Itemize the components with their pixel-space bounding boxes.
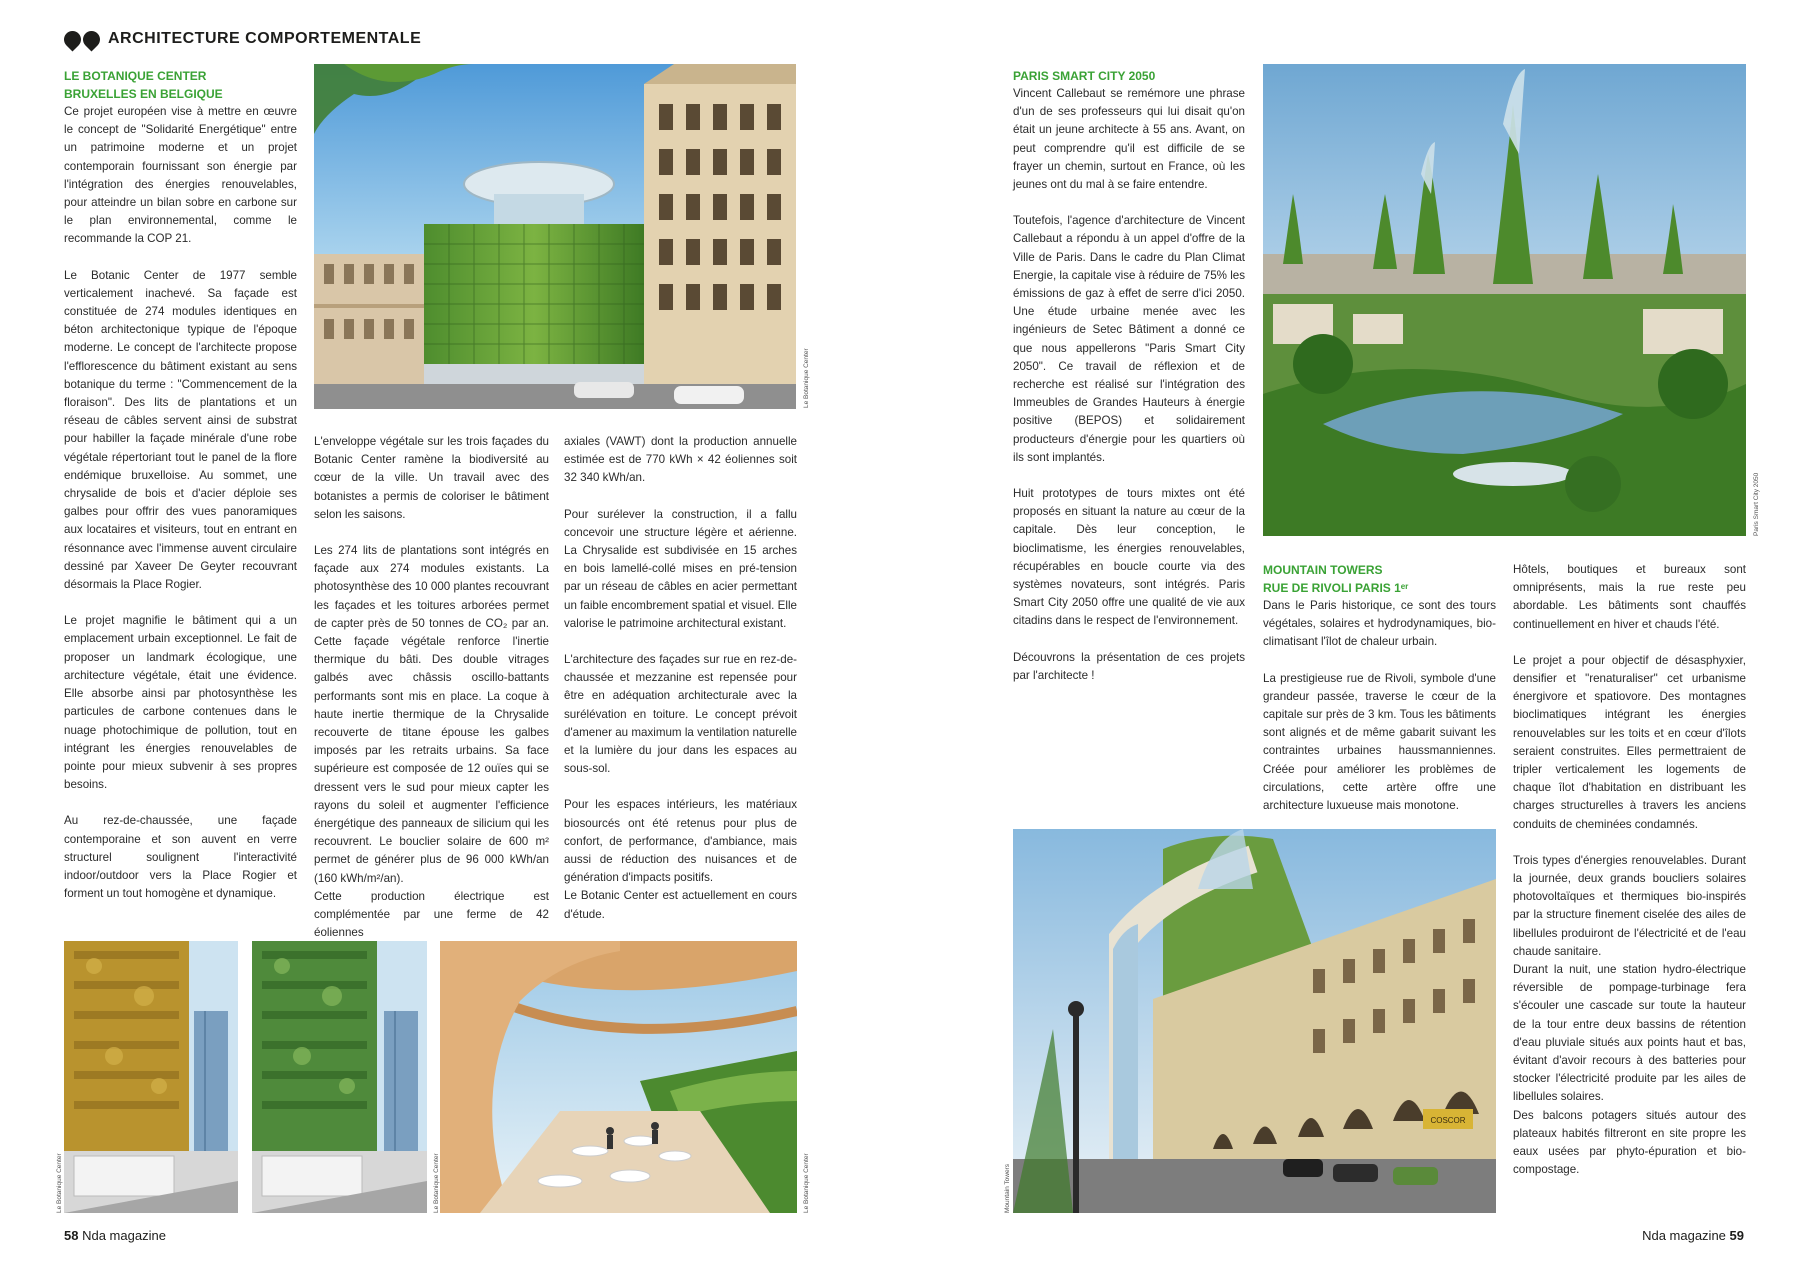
paragraph: Pour surélever la construction, il a fallu concevoir une structure légère et aérienne. La Chrysalide est subdivisée en 15 arches en bois lamellé-collé mises en pré-tension par un réseau de câbles en acier permettant un faible encombrement spatial et visuel. Elle valorise le patrimoine architectural existant. (564, 507, 797, 630)
botanique-heading: LE BOTANIQUE CENTER BRUXELLES EN BELGIQUE (64, 69, 223, 101)
photo-credit: Le Botanique Center (56, 1153, 63, 1213)
paragraph: Vincent Callebaut se remémore une phrase d'un de ses professeurs qui lui disait qu'on était un jeune architecte à 55 ans. Avant, on peut comprendre qu'il est difficile de se frayer un chemin, surtout en France, où les jeunes ont du mal à se faire entendre. (1013, 87, 1245, 192)
paragraph: Les 274 lits de plantations sont intégrés en façade aux 274 modules existants. La photosynthèse des 10 000 plantes recouvrant les façades et les toitures arborées permet de capter près de 50 tonnes de CO₂ par an. Cette façade végétale renforce l'inertie thermique du bâti. Des double vitrages galbés avec châssis oscillo-battants performants sont mis en place. La coque à haute inertie thermique de la Chrysalide recouverte de titane épouse les galbes imposés par les retraits urbains. Sa face supérieure est composée de 12 ouïes qui se dressent vers le sud pour mieux capter les rayons du soleil et augmenter l'efficience énergétique des panneaux de silicium qui les recouvrent. Le bouclier solaire de 600 m² permet de générer plus de 96 000 kWh/an (160 kWh/m²/an). (314, 544, 549, 885)
left-column-3 (564, 433, 797, 924)
paragraph: Découvrons la présentation de ces projets par l'architecte ! (1013, 650, 1245, 682)
botanique-autumn-photo (64, 941, 238, 1213)
page-footer-left: 58 Nda magazine (64, 1228, 166, 1243)
right-column-3 (1513, 561, 1746, 1180)
paragraph: Le projet a pour objectif de désasphyxier, densifier et "renaturaliser" cet urbanisme énergivore et spatiovore. Des montagnes bioclimatiques intégrant les énergies renouvelables sur les toits et en cœur d'îlots seraient construites. Elles permettraient de tripler verticalement les logements de chaque îlot d'habitation en distribuant les charges structurelles à travers les anciens conduits de cheminées condamnés. (1513, 653, 1746, 831)
botanique-green-photo (252, 941, 427, 1213)
paragraph: Pour les espaces intérieurs, les matériaux biosourcés ont été retenus pour plus de confort, de performance, d'ambiance, mais aussi de réduction des nuisances et de génération d'impacts positifs. (564, 798, 797, 885)
paragraph: axiales (VAWT) dont la production annuelle estimée est de 770 kWh × 42 éoliennes soit 32 340 kWh/an. (564, 435, 797, 485)
photo-credit: Paris Smart City 2050 (1753, 472, 1760, 536)
mountain-towers-heading: MOUNTAIN TOWERS RUE DE RIVOLI PARIS 1ᵉʳ (1263, 563, 1409, 595)
mountain-towers-photo (1013, 829, 1496, 1213)
paragraph: Le Botanic Center de 1977 semble verticalement inachevé. Sa façade est constituée de 274 modules identiques en béton architectonique typique de l'époque moderne. Le concept de l'architecte propose l'efflorescence du bâtiment existant au sens botanique du terme : "Commencement de la floraison". Des lits de plantations et un réseau de câbles servent ainsi de substrat pour habiller la façade minérale d'une robe végétale répertoriant tout le panel de la flore endémique bruxelloise. Au sommet, une chrysalide de bois et d'acier déploie ses galbes pour offrir des vues panoramiques aux locataires et visiteurs, tout en entrant en résonnance avec l'immense auvent circulaire dessiné par Xaveer De Geyter recouvrant désormais la Place Rogier. (64, 268, 297, 592)
paragraph: Au rez-de-chaussée, une façade contemporaine et son auvent en verre structurel soulignent l'interactivité indoor/outdoor vers la Place Rogier et forment un tout homogène et dynamique. (64, 814, 297, 901)
photo-credit: Le Botanique Center (803, 1153, 810, 1213)
paragraph: La prestigieuse rue de Rivoli, symbole d'une grandeur passée, traverse le cœur de la capitale sur près de 3 km. Tous les bâtiments sont alignés et de même gabarit suivant les contraintes urbaines haussmanniennes. Créée pour améliorer les problèmes de circulations, cette artère offre une architecture luxueuse mais monotone. (1263, 671, 1496, 813)
section-header (64, 30, 421, 48)
left-column-1 (64, 67, 297, 903)
paragraph: Huit prototypes de tours mixtes ont été proposés en situant la nature au cœur de la capitale. Dès leur conception, le bioclimatisme, les énergies renouvelables, récupérables en boucle courte via des systèmes novateurs, sont intégrés. Paris Smart City 2050 offre une qualité de vie aux citadins dans le respect de l'environnement. (1013, 487, 1245, 628)
paragraph: Cette production électrique est complémentée par une ferme de 42 éoliennes (314, 889, 549, 940)
paragraph: L'architecture des façades sur rue en rez-de-chaussée et mezzanine est repensée pour être en adéquation architecturale avec la surélévation en toiture. Le concept prévoit d'amener au maximum la ventilation naturelle et la lumière du jour dans les espaces au sous-sol. (564, 653, 797, 776)
right-column-2 (1263, 561, 1496, 815)
right-column-1 (1013, 67, 1245, 685)
paragraph: Toutefois, l'agence d'architecture de Vincent Callebaut a répondu à un appel d'offre de la Ville de Paris. Dans le cadre du Plan Climat Energie, la capitale vise à réduire de 75% les émissions de gaz à effet de serre d'ici 2050. Une étude urbaine menée avec les ingénieurs de Setec Bâtiment a donné ce que nous appellerons "Paris Smart City 2050". Ce travail de réflexion et de recherche est réalisé sur l'intégration des Immeubles de Grandes Hauteurs à énergie positive (BEPOS) et solidairement producteurs d'énergie pour les quartiers où ils sont implantés. (1013, 214, 1246, 464)
page-footer-right: Nda magazine 59 (1642, 1228, 1744, 1243)
paragraph: Des balcons potagers situés autour des plateaux habités filtreront en site propre les eaux usées par phyto-épuration et bio-compostage. (1513, 1108, 1746, 1177)
paragraph: Le projet magnifie le bâtiment qui a un emplacement urbain exceptionnel. Le fait de proposer un landmark écologique, une architecture végétale, était une évidence. Elle absorbe ainsi par photosynthèse les particules de carbone contenues dans le nuage photochimique de pollution, tout en intégrant les énergies renouvelables de pointe pour mieux subvenir à ses propres besoins. (64, 614, 297, 792)
paris-smart-city-heading: PARIS SMART CITY 2050 (1013, 69, 1156, 83)
store-sign-text: COSCOR (1430, 1116, 1466, 1125)
photo-credit: Le Botanique Center (433, 1153, 440, 1213)
paragraph: Dans le Paris historique, ce sont des tours végétales, solaires et hydrodynamiques, bio-climatisant l'îlot de chaleur urbain. (1263, 599, 1496, 649)
section-title: ARCHITECTURE COMPORTEMENTALE (108, 30, 422, 47)
botanique-main-photo (314, 64, 796, 409)
right-page (900, 0, 1800, 1272)
left-column-2 (314, 433, 549, 942)
leaf-dots-icon (64, 31, 100, 48)
photo-credit: Le Botanique Center (803, 348, 810, 408)
paragraph: Trois types d'énergies renouvelables. Durant la journée, deux grands boucliers solaires photovoltaïques et thermiques bio-inspirés par la structure finement ciselée des ailes de libellules produiront de l'électricité et de l'eau chaude sanitaire. (1513, 853, 1746, 958)
paragraph: Ce projet européen vise à mettre en œuvre le concept de "Solidarité Energétique" entre un patrimoine moderne et un projet contemporain fournissant son énergie par l'intégration des énergies renouvelables, pour atteindre un bilan sobre en carbone sur le plan environnemental, comme le recommande la COP 21. (64, 105, 297, 246)
paragraph: Durant la nuit, une station hydro-électrique réversible de pompage-turbinage fera s'écouler une cascade sur toute la hauteur de la tour entre deux bassins de rétention d'eau pluviale situés aux points haut et bas, évitant d'avoir recours à des batteries pour stocker l'électricité produite par les ailes de libellules solaires. (1513, 963, 1746, 1104)
paragraph: Hôtels, boutiques et bureaux sont omniprésents, mais la rue reste peu abordable. Les bâtiments sont chauffés continuellement en hiver et chauds l'été. (1513, 563, 1746, 631)
chrysalide-interior-photo (440, 941, 797, 1213)
photo-credit: Mountain Towers (1004, 1163, 1011, 1213)
paris-smart-city-photo (1263, 64, 1746, 536)
paragraph: Le Botanic Center est actuellement en cours d'étude. (564, 889, 797, 921)
paragraph: L'enveloppe végétale sur les trois façades du Botanic Center ramène la biodiversité au cœur de la ville. Un travail avec des botanistes a permis de coloriser le bâtiment selon les saisons. (314, 435, 549, 521)
